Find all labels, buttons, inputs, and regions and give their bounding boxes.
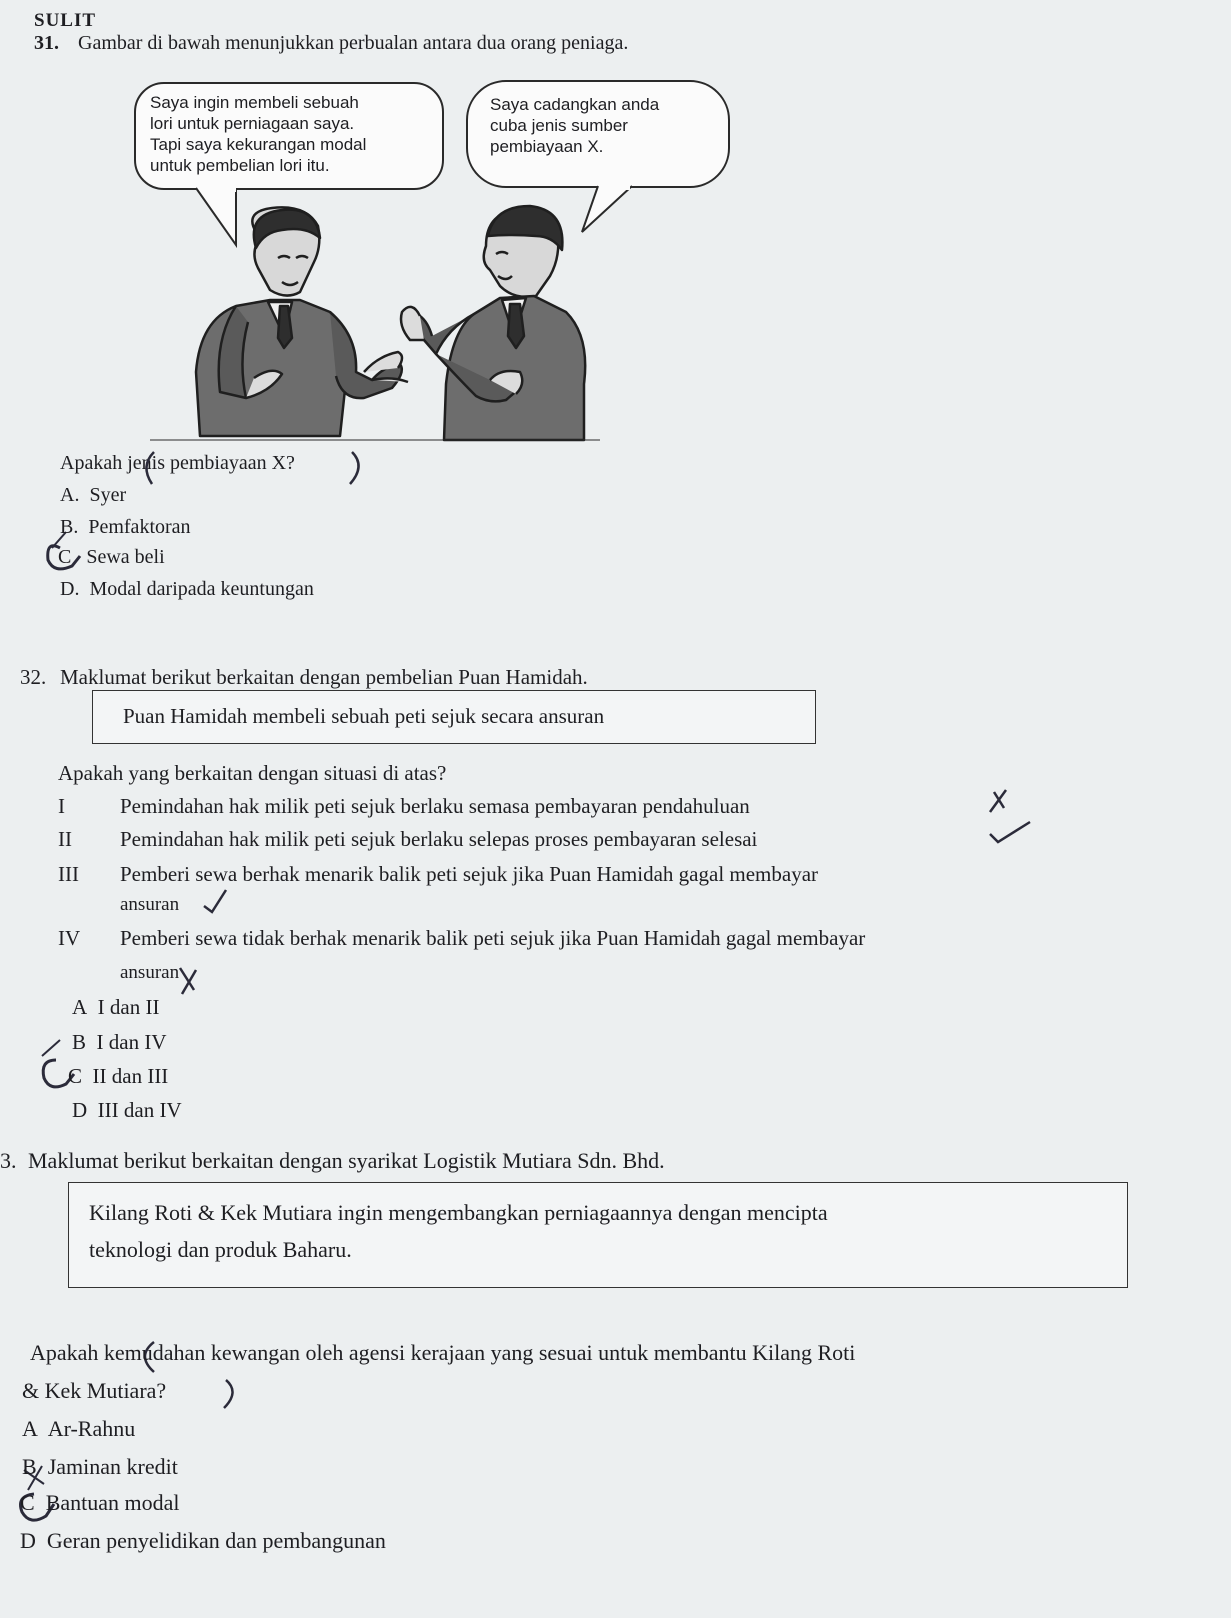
statement-num: I xyxy=(58,794,65,818)
q33-number: 3. xyxy=(0,1148,17,1173)
q32-statement-iii-cont: ansuran xyxy=(120,894,180,915)
option-letter: C xyxy=(20,1490,35,1515)
q33-stem: Maklumat berikut berkaitan dengan syarikat Logistik Mutiara Sdn. Bhd. xyxy=(28,1148,665,1173)
bubble-left-line: Saya ingin membeli sebuah xyxy=(150,93,359,112)
option-letter: C xyxy=(68,1064,83,1088)
q32-number: 32. xyxy=(20,665,47,689)
option-text: I dan IV xyxy=(96,1030,167,1054)
option-letter: A. xyxy=(60,484,80,506)
q31-number: 31. xyxy=(34,32,59,54)
q32-info-box xyxy=(92,690,816,744)
q33-option-b xyxy=(22,1454,178,1480)
option-letter: A xyxy=(72,995,88,1019)
q32-option-c xyxy=(68,1064,168,1089)
statement-text: Pemberi sewa tidak berhak menarik balik peti sejuk jika Puan Hamidah gagal membayar xyxy=(120,926,866,950)
q32-statement-iii xyxy=(58,862,818,887)
q33-option-d xyxy=(20,1528,386,1554)
statement-text: Pemindahan hak milik peti sejuk berlaku selepas proses pembayaran selesai xyxy=(120,827,758,851)
bubble-right-line: cuba jenis sumber xyxy=(490,116,628,135)
option-letter: B xyxy=(22,1454,37,1479)
q33-option-a xyxy=(22,1416,135,1442)
option-text: II dan III xyxy=(92,1064,169,1088)
option-letter: B. xyxy=(60,516,79,538)
option-letter: A xyxy=(22,1416,38,1441)
q33-question-line: & Kek Mutiara? xyxy=(22,1378,167,1403)
q32-statement-i xyxy=(58,794,750,819)
q32-box-text: Puan Hamidah membeli sebuah peti sejuk secara ansuran xyxy=(123,704,605,728)
q32-option-a xyxy=(72,995,159,1020)
q33-box-line: Kilang Roti & Kek Mutiara ingin mengembangkan perniagaannya dengan mencipta xyxy=(89,1200,828,1225)
bubble-right-line: pembiayaan X. xyxy=(490,137,604,156)
q32-statement-ii xyxy=(58,827,757,852)
q33-option-c xyxy=(20,1490,180,1516)
option-text: Bantuan modal xyxy=(45,1490,180,1515)
bubble-left-line: lori untuk perniagaan saya. xyxy=(150,114,355,133)
q32-statement-iv xyxy=(58,926,865,951)
option-text: I dan II xyxy=(97,995,160,1019)
option-text: Pemfaktoran xyxy=(88,516,191,538)
q31-question: Apakah jenis pembiayaan X? xyxy=(60,452,295,474)
bubble-left-line: Tapi saya kekurangan modal xyxy=(150,135,367,154)
statement-num: IV xyxy=(58,926,81,950)
q32-option-d xyxy=(72,1098,182,1123)
statement-text: Pemindahan hak milik peti sejuk berlaku semasa pembayaran pendahuluan xyxy=(120,794,750,818)
option-letter: D. xyxy=(60,578,80,600)
q32-question: Apakah yang berkaitan dengan situasi di atas? xyxy=(58,761,447,785)
bubble-left-line: untuk pembelian lori itu. xyxy=(150,156,330,175)
option-text: Geran penyelidikan dan pembangunan xyxy=(46,1528,386,1553)
option-text: Modal daripada keuntungan xyxy=(89,578,314,600)
q32-option-b xyxy=(72,1030,167,1055)
q32-statement-iv-cont: ansuran xyxy=(120,962,180,983)
option-text: Jaminan kredit xyxy=(47,1454,178,1479)
bubble-right-line: Saya cadangkan anda xyxy=(490,95,660,114)
option-letter: C xyxy=(58,546,72,568)
q31-option-b xyxy=(60,516,191,539)
option-letter: B xyxy=(72,1030,87,1054)
option-letter: D xyxy=(20,1528,36,1553)
q31-stem: Gambar di bawah menunjukkan perbualan antara dua orang peniaga. xyxy=(78,32,629,54)
header-label: SULIT xyxy=(34,10,97,31)
q33-info-box xyxy=(68,1182,1128,1288)
option-text: Sewa beli xyxy=(86,546,165,568)
q31-option-c xyxy=(58,546,165,569)
q32-stem: Maklumat berikut berkaitan dengan pembelian Puan Hamidah. xyxy=(60,665,588,689)
option-letter: D xyxy=(72,1098,88,1122)
q31-option-a xyxy=(60,484,126,507)
q33-box-line: teknologi dan produk Baharu. xyxy=(89,1237,352,1262)
option-text: Ar-Rahnu xyxy=(47,1416,136,1441)
option-text: III dan IV xyxy=(97,1098,182,1122)
statement-num: III xyxy=(58,862,79,886)
q31-option-d xyxy=(60,578,314,601)
option-text: Syer xyxy=(89,484,127,506)
statement-num: II xyxy=(58,827,72,851)
statement-text: Pemberi sewa berhak menarik balik peti sejuk jika Puan Hamidah gagal membayar xyxy=(120,862,819,886)
q33-question-line: Apakah kemudahan kewangan oleh agensi kerajaan yang sesuai untuk membantu Kilang Roti xyxy=(30,1340,856,1365)
